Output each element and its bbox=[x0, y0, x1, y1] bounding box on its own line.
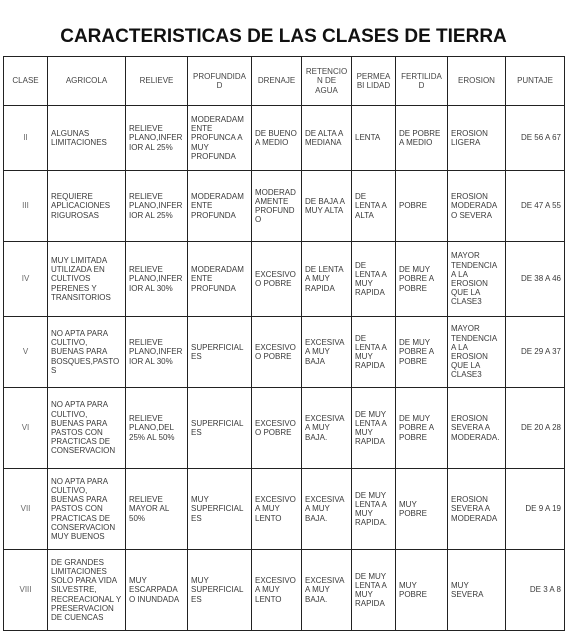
cell-agricola: DE GRANDES LIMITACIONES SOLO PARA VIDA SILVESTRE, RECREACIONAL Y PRESERVACION DE CUENCAS bbox=[48, 550, 126, 631]
cell-permeabilidad: DE LENTA A MUY RAPIDA bbox=[352, 317, 396, 388]
header-fertilidad: FERTILIDAD bbox=[396, 57, 448, 106]
cell-relieve: MUY ESCARPADA O INUNDADA bbox=[126, 550, 188, 631]
cell-retencion: EXCESIVA A MUY BAJA bbox=[302, 317, 352, 388]
header-clase: CLASE bbox=[4, 57, 48, 106]
cell-fertilidad: DE MUY POBRE A POBRE bbox=[396, 317, 448, 388]
table-row bbox=[4, 388, 565, 469]
cell-permeabilidad: DE MUY LENTA A MUY RAPIDA bbox=[352, 388, 396, 469]
cell-fertilidad: DE POBRE A MEDIO bbox=[396, 106, 448, 171]
cell-relieve: RELIEVE PLANO,INFERIOR AL 25% bbox=[126, 171, 188, 242]
cell-profundidad: MUY SUPERFICIALES bbox=[188, 469, 252, 550]
table-row bbox=[4, 242, 565, 317]
cell-profundidad: MODERADAMENTE PROFUNDA bbox=[188, 242, 252, 317]
table-row bbox=[4, 317, 565, 388]
cell-profundidad: SUPERFICIALES bbox=[188, 317, 252, 388]
cell-permeabilidad: DE MUY LENTA A MUY RAPIDA. bbox=[352, 469, 396, 550]
cell-drenaje: EXCESIVO O POBRE bbox=[252, 317, 302, 388]
cell-erosion: MAYOR TENDENCIA A LA EROSION QUE LA CLASE3 bbox=[448, 317, 506, 388]
cell-puntaje: DE 9 A 19 bbox=[506, 469, 565, 550]
cell-permeabilidad: DE LENTA A MUY RAPIDA bbox=[352, 242, 396, 317]
header-puntaje: PUNTAJE bbox=[506, 57, 565, 106]
cell-clase: IV bbox=[4, 242, 48, 317]
header-erosion: EROSION bbox=[448, 57, 506, 106]
cell-clase: VI bbox=[4, 388, 48, 469]
cell-erosion: EROSION LIGERA bbox=[448, 106, 506, 171]
table-row bbox=[4, 469, 565, 550]
cell-clase: VII bbox=[4, 469, 48, 550]
cell-erosion: MUY SEVERA bbox=[448, 550, 506, 631]
table-title: CARACTERISTICAS DE LAS CLASES DE TIERRA bbox=[60, 26, 507, 47]
cell-fertilidad: DE MUY POBRE A POBRE bbox=[396, 242, 448, 317]
cell-puntaje: DE 20 A 28 bbox=[506, 388, 565, 469]
header-profundidad: PROFUNDIDAD bbox=[188, 57, 252, 106]
cell-relieve: RELIEVE PLANO,INFERIOR AL 30% bbox=[126, 242, 188, 317]
cell-agricola: MUY LIMITADA UTILIZADA EN CULTIVOS PERENES Y TRANSITORIOS bbox=[48, 242, 126, 317]
land-classes-table bbox=[3, 56, 565, 631]
cell-clase: II bbox=[4, 106, 48, 171]
cell-retencion: DE ALTA A MEDIANA bbox=[302, 106, 352, 171]
cell-retencion: DE LENTA A MUY RAPIDA bbox=[302, 242, 352, 317]
cell-agricola: NO APTA PARA CULTIVO, BUENAS PARA PASTOS CON PRACTICAS DE CONSERVACION bbox=[48, 388, 126, 469]
cell-agricola: NO APTA PARA CULTIVO, BUENAS PARA PASTOS CON PRACTICAS DE CONSERVACION MUY BUENOS bbox=[48, 469, 126, 550]
cell-drenaje: EXCESIVO A MUY LENTO bbox=[252, 550, 302, 631]
header-agricola: AGRICOLA bbox=[48, 57, 126, 106]
header-permeabilidad: PERMEABI LIDAD bbox=[352, 57, 396, 106]
cell-permeabilidad: DE MUY LENTA A MUY RAPIDA bbox=[352, 550, 396, 631]
cell-drenaje: EXCESIVO O POBRE bbox=[252, 388, 302, 469]
cell-erosion: EROSION MODERADA O SEVERA bbox=[448, 171, 506, 242]
cell-erosion: EROSION SEVERA A MODERADA. bbox=[448, 388, 506, 469]
cell-retencion: EXCESIVA A MUY BAJA. bbox=[302, 550, 352, 631]
cell-permeabilidad: LENTA bbox=[352, 106, 396, 171]
table-row bbox=[4, 171, 565, 242]
cell-permeabilidad: DE LENTA A ALTA bbox=[352, 171, 396, 242]
cell-clase: V bbox=[4, 317, 48, 388]
cell-agricola: REQUIERE APLICACIONES RIGUROSAS bbox=[48, 171, 126, 242]
header-retencion: RETENCION DE AGUA bbox=[302, 57, 352, 106]
cell-clase: III bbox=[4, 171, 48, 242]
cell-puntaje: DE 56 A 67 bbox=[506, 106, 565, 171]
cell-drenaje: EXCESIVO A MUY LENTO bbox=[252, 469, 302, 550]
cell-puntaje: DE 38 A 46 bbox=[506, 242, 565, 317]
cell-profundidad: MUY SUPERFICIALES bbox=[188, 550, 252, 631]
header-relieve: RELIEVE bbox=[126, 57, 188, 106]
table-row bbox=[4, 106, 565, 171]
cell-retencion: EXCESIVA A MUY BAJA. bbox=[302, 388, 352, 469]
cell-relieve: RELIEVE MAYOR AL 50% bbox=[126, 469, 188, 550]
cell-fertilidad: MUY POBRE bbox=[396, 550, 448, 631]
cell-puntaje: DE 3 A 8 bbox=[506, 550, 565, 631]
cell-profundidad: MODERADAMENTE PROFUNCA A MUY PROFUNDA bbox=[188, 106, 252, 171]
cell-drenaje: EXCESIVO O POBRE bbox=[252, 242, 302, 317]
cell-drenaje: DE BUENO A MEDIO bbox=[252, 106, 302, 171]
cell-retencion: EXCESIVA A MUY BAJA. bbox=[302, 469, 352, 550]
cell-fertilidad: DE MUY POBRE A POBRE bbox=[396, 388, 448, 469]
cell-agricola: ALGUNAS LIMITACIONES bbox=[48, 106, 126, 171]
cell-puntaje: DE 29 A 37 bbox=[506, 317, 565, 388]
cell-drenaje: MODERADAMENTE PROFUNDO bbox=[252, 171, 302, 242]
table-row bbox=[4, 550, 565, 631]
cell-fertilidad: POBRE bbox=[396, 171, 448, 242]
cell-fertilidad: MUY POBRE bbox=[396, 469, 448, 550]
cell-erosion: EROSION SEVERA A MODERADA bbox=[448, 469, 506, 550]
cell-agricola: NO APTA PARA CULTIVO, BUENAS PARA BOSQUES,PASTOS bbox=[48, 317, 126, 388]
cell-profundidad: MODERADAMENTE PROFUNDA bbox=[188, 171, 252, 242]
cell-puntaje: DE 47 A 55 bbox=[506, 171, 565, 242]
cell-relieve: RELIEVE PLANO,INFERIOR AL 25% bbox=[126, 106, 188, 171]
cell-retencion: DE BAJA A MUY ALTA bbox=[302, 171, 352, 242]
cell-relieve: RELIEVE PLANO,DEL 25% AL 50% bbox=[126, 388, 188, 469]
cell-erosion: MAYOR TENDENCIA A LA EROSION QUE LA CLASE3 bbox=[448, 242, 506, 317]
cell-clase: VIII bbox=[4, 550, 48, 631]
cell-profundidad: SUPERFICIALES bbox=[188, 388, 252, 469]
header-drenaje: DRENAJE bbox=[252, 57, 302, 106]
cell-relieve: RELIEVE PLANO,INFERIOR AL 30% bbox=[126, 317, 188, 388]
header-row bbox=[4, 57, 565, 106]
